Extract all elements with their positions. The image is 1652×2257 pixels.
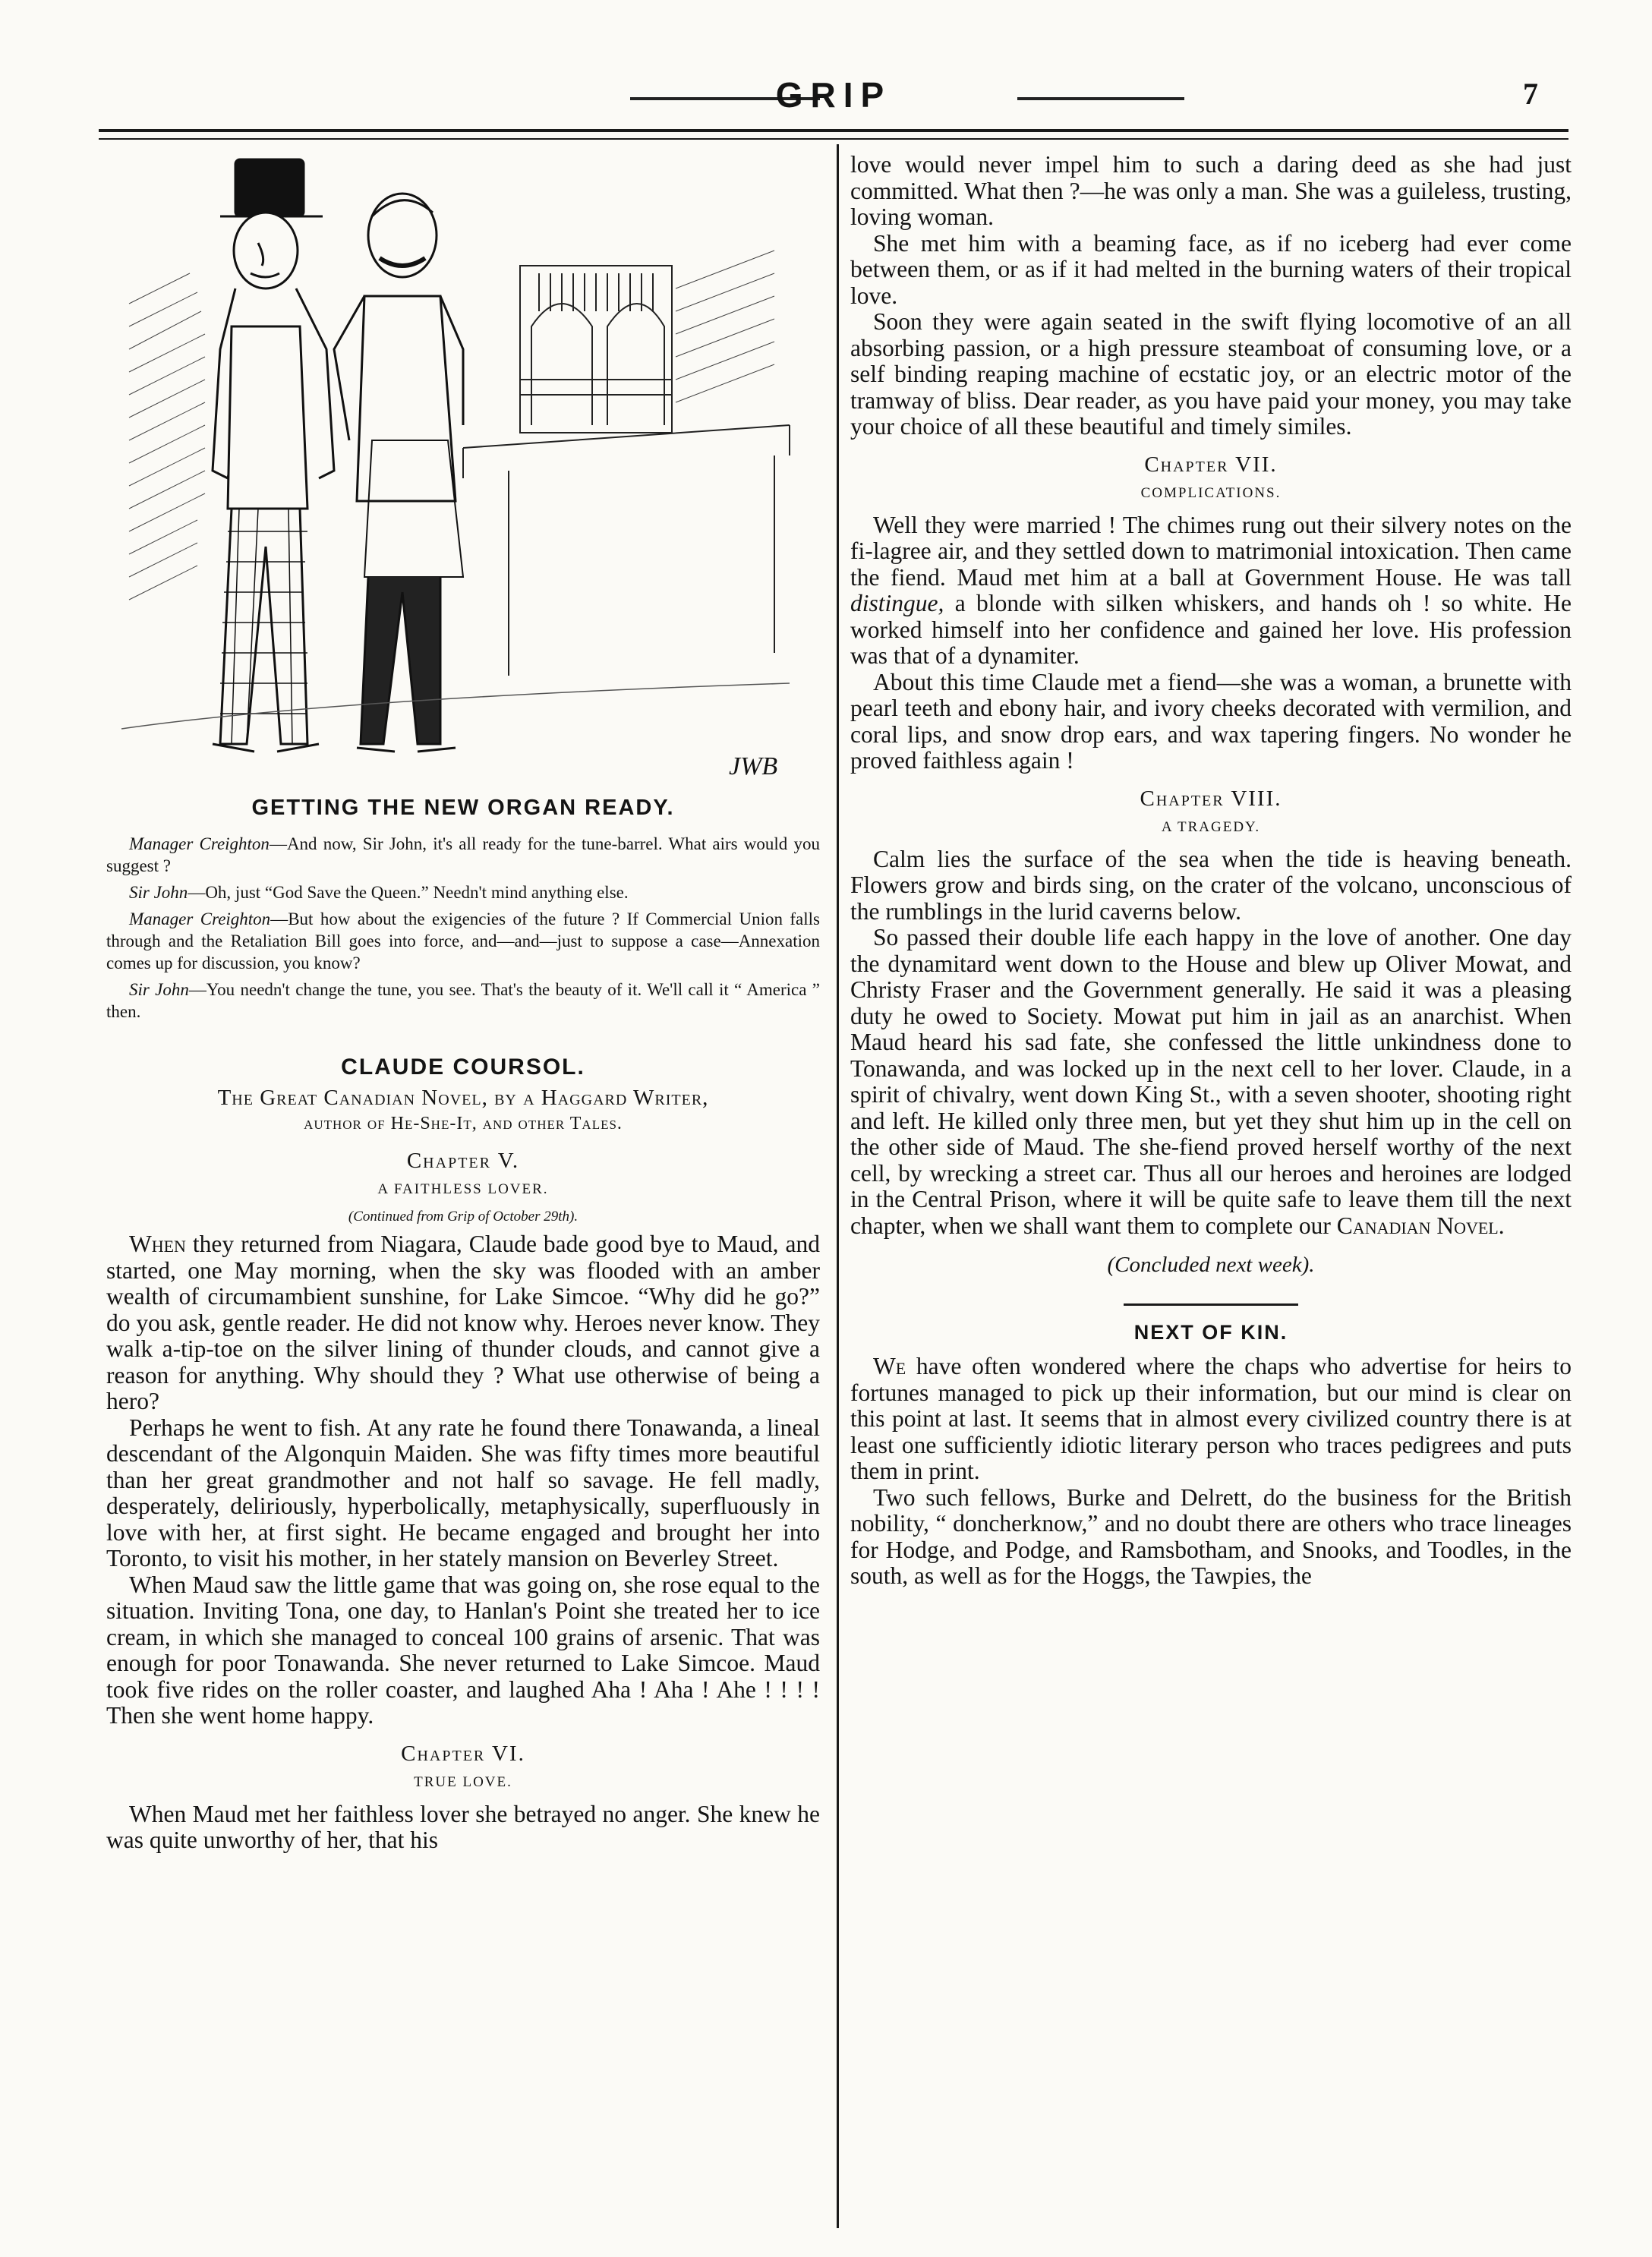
paragraph: When Maud met her faithless lover she betrayed no anger. She knew he was quite unworthy of her, that his: [106, 1800, 820, 1853]
speaker: Sir John: [129, 883, 188, 902]
chapter-7-body: [850, 512, 1572, 774]
sir-john-figure: [213, 159, 334, 752]
speaker: Manager Creighton: [129, 909, 271, 928]
chapter-heading: Chapter VII.: [1144, 452, 1278, 477]
story-subtitle-1: The Great Canadian Novel, by a Haggard Writer,: [217, 1086, 709, 1110]
chapter-heading: Chapter VIII.: [1140, 786, 1282, 811]
paragraph: [850, 1354, 1572, 1485]
chapter-8-body: [850, 846, 1572, 1240]
caption-line: [106, 833, 820, 877]
caption-line: [106, 979, 820, 1023]
caption-text: —Oh, just “God Save the Queen.” Needn't mind anything else.: [188, 883, 629, 902]
speaker: Sir John: [129, 980, 189, 999]
paragraph-text: So passed their double life each happy in the love of another. One day the dynamitard went down to the House and blew up Oliver Mowat, and Christy Fraser and the Government generally. He said it was a pleasing duty he owed to Society. Mowat put him in jail as an anarchist. When Maud heard his sad fate, she confessed the little unkindness done to Tonawanda, and was locked up in the next cell to her lover. Claude, in a spirit of chivalry, went down King St., with a seven shooter, shooting right and left. He killed only three men, but yet they shut him up in the cell on the other side of Maud. The she-fiend proved herself worthy of the next cell, by wrecking a street car. Thus all our heroes and heroines are lodged in the Central Prison, where it will be quite safe to leave them till the next chapter, when we shall want them to complete our: [850, 924, 1572, 1239]
masthead: [99, 68, 1568, 129]
manager-figure: [334, 194, 463, 752]
left-column: [106, 152, 820, 1854]
paragraph: [106, 1231, 820, 1415]
paragraph-text: have often wondered where the chaps who advertise for heirs to fortunes managed to pick up their information, but our mind is clear on this point at last. It seems that in almost every civilized country there is at least one sufficiently idiotic literary person who traces pedigrees and puts them in print.: [850, 1353, 1572, 1484]
cartoon-illustration: [106, 152, 820, 790]
paragraph: [850, 925, 1572, 1239]
artist-signature: JWB: [729, 752, 778, 780]
paragraph: Perhaps he went to fish. At any rate he found there Tonawanda, a lineal descendant of the Algonquin Maiden. She was fifty times more beautiful than her great grandmother and not half so savage. He fell madly, desperately, deliriously, hyperbolically, metaphysically, superfluously in love with her, at first sight. He became engaged and brought her into Toronto, to visit his mother, in her stately mansion on Beverley Street.: [106, 1414, 820, 1571]
chapter-name: TRUE LOVE.: [414, 1773, 512, 1790]
paragraph-end: Canadian Novel.: [1336, 1212, 1505, 1239]
section-rule: [1124, 1303, 1298, 1306]
chapter-6-body-cont: [850, 152, 1572, 440]
next-of-kin-body: [850, 1354, 1572, 1590]
article-title: NEXT OF KIN.: [1133, 1321, 1288, 1344]
chapter-6-body-start: [106, 1802, 820, 1854]
lead-word: We: [873, 1353, 906, 1379]
paragraph: Two such fellows, Burke and Delrett, do the business for the British nobility, “ doncherknow,” and no doubt there are others who trace lineages for Hodge, and Podge, and Ramsbotham, and Snooks, and Toodles, in the south, as well as for the Hoggs, the Tawpies, the: [850, 1483, 1572, 1589]
caption-text: —You needn't change the tune, you see. That's the beauty of it. We'll call it “ America ” then.: [106, 980, 820, 1021]
masthead-rule-right: [1017, 97, 1184, 100]
chapter-name: A FAITHLESS LOVER.: [377, 1181, 549, 1197]
chapter-heading: Chapter V.: [406, 1149, 520, 1173]
paragraph: About this time Claude met a fiend—she was a woman, a brunette with pearl teeth and ebony hair, and ivory cheeks decorated with vermilion, and coral lips, and snow drop ears, and wax tapering fingers. No wonder he proved faithless again !: [850, 668, 1572, 774]
paragraph: She met him with a beaming face, as if no iceberg had ever come between them, or as if it had melted in the burning waters of their tropical love.: [850, 229, 1572, 309]
caption-line: [106, 908, 820, 974]
concluded-note: (Concluded next week).: [1107, 1253, 1315, 1277]
speaker: Manager Creighton: [129, 834, 270, 853]
column-divider: [837, 144, 839, 2228]
paragraph: When Maud saw the little game that was going on, she rose equal to the situation. Inviting Tona, one day, to Hanlan's Point she treated her to ice cream, in which she managed to conceal 100 grains of arsenic. That was enough for poor Tonawanda. She never returned to Lake Simcoe. Maud took five rides on the roller coaster, and laughed Aha ! Aha ! Ahe ! ! ! ! Then she went home happy.: [106, 1571, 820, 1729]
emphasis: distingue,: [850, 590, 944, 616]
caption-text: —But how about the exigencies of the future ? If Commercial Union falls through and the Retaliation Bill goes into force, and—and—just to suppose a case—Annexation comes up for discussion, you know?: [106, 909, 820, 972]
continued-note: (Continued from Grip of October 29th).: [348, 1209, 579, 1225]
paragraph: love would never impel him to such a daring deed as she had just committed. What then ?—he was only a man. She was a guileless, trusting, loving woman.: [850, 151, 1572, 230]
right-column: [850, 152, 1572, 1590]
paragraph-text: Well they were married ! The chimes rung out their silvery notes on the fi-lagree air, and they settled down to matrimonial intoxication. Then came the fiend. Maud met him at a ball at Government House. He was tall: [850, 511, 1572, 591]
paragraph: Soon they were again seated in the swift flying locomotive of an all absorbing passion, or a high pressure steamboat of consuming love, or a self binding reaping machine of ecstatic joy, or an electric motor of the tramway of bliss. Dear reader, as you have paid your money, you may take your choice of all these beautiful and timely similes.: [850, 308, 1572, 440]
cartoon-caption: [106, 833, 820, 1023]
page-number: 7: [1523, 77, 1538, 111]
chapter-name: COMPLICATIONS.: [1140, 484, 1282, 501]
caption-text: —And now, Sir John, it's all ready for the tune-barrel. What airs would you suggest ?: [106, 834, 820, 875]
story-title: CLAUDE COURSOL.: [341, 1054, 585, 1080]
story-subtitle-2: author of He-She-It, and other Tales.: [304, 1114, 623, 1133]
lead-word: When: [129, 1231, 186, 1257]
paragraph-text: they returned from Niagara, Claude bade good bye to Maud, and started, one May morning, when the sky was flooded with an amber wealth of circumambient sunshine, for Lake Simcoe. “Why did he go?” do you ask, gentle reader. He did not know why. Heroes never know. They walk a-tip-toe on the silver lining of thunder clouds, and cannot give a reason for anything. Why should they ? What use otherwise of being a hero?: [106, 1231, 820, 1414]
chapter-name: A TRAGEDY.: [1161, 818, 1261, 835]
chapter-heading: Chapter VI.: [401, 1741, 525, 1766]
header-rule: [99, 129, 1568, 132]
masthead-title: GRIP: [775, 75, 892, 115]
chapter-5-body: [106, 1231, 820, 1729]
paragraph: Calm lies the surface of the sea when the tide is heaving beneath. Flowers grow and birds sing, on the crater of the volcano, unconscious of the rumblings in the lurid caverns below.: [850, 845, 1572, 925]
paragraph: [850, 512, 1572, 670]
header-rule-thin: [99, 138, 1568, 140]
paragraph-text: a blonde with silken whiskers, and hands oh ! so white. He worked himself into her confidence and gained her love. His profession was that of a dynamiter.: [850, 590, 1572, 669]
cartoon-title: GETTING THE NEW ORGAN READY.: [251, 796, 675, 820]
caption-line: [106, 881, 820, 903]
